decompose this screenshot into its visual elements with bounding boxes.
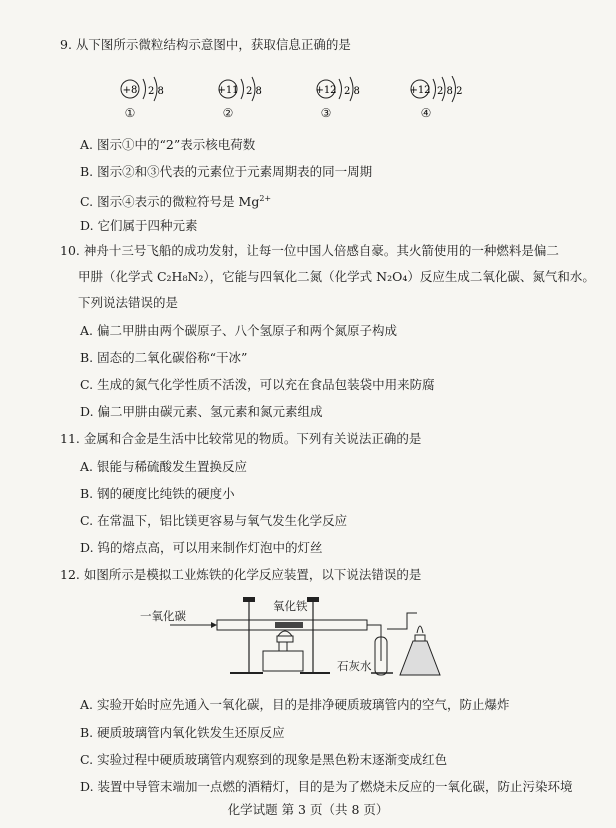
- iron-smelting-apparatus-diagram: [140, 593, 445, 688]
- svg-text:2 8 2: 2 8 2: [437, 86, 463, 97]
- svg-text:+12: +12: [315, 85, 337, 96]
- svg-text:+12: +12: [409, 85, 431, 96]
- q12-stem: 12. 如图所示是模拟工业炼铁的化学反应装置，以下说法错误的是: [60, 567, 422, 582]
- svg-text:2 8: 2 8: [148, 86, 164, 97]
- ion-charge-superscript: 2+: [259, 194, 272, 203]
- q12-option-d: D. 装置中导管末端加一点燃的酒精灯，目的是为了燃烧未反应的一氧化碳，防止污染环境: [80, 779, 573, 794]
- q9-stem: 9. 从下图所示微粒结构示意图中，获取信息正确的是: [60, 37, 351, 52]
- label-carbon-monoxide: 一氧化碳: [140, 609, 186, 623]
- svg-text:+8: +8: [122, 85, 138, 96]
- svg-text:+11: +11: [217, 85, 239, 96]
- q9-option-a: A. 图示①中的“2”表示核电荷数: [80, 137, 256, 152]
- q12-option-c: C. 实验过程中硬质玻璃管内观察到的现象是黑色粉末逐渐变成红色: [80, 752, 448, 767]
- q11-option-b: B. 钢的硬度比纯铁的硬度小: [80, 486, 235, 501]
- q9-option-c: C. 图示④表示的微粒符号是 $Mg^{2+}$: [80, 194, 272, 210]
- atom-label-4: ④: [420, 106, 432, 120]
- q12-option-a: A. 实验开始时应先通入一氧化碳，目的是排净硬质玻璃管内的空气，防止爆炸: [80, 697, 510, 712]
- q10-stem-line3: 下列说法错误的是: [78, 295, 179, 310]
- atom-diagram-1: [110, 76, 190, 128]
- svg-text:2 8: 2 8: [246, 86, 262, 97]
- q10-stem-line2: 甲肼（化学式 C₂H₈N₂），它能与四氧化二氮（化学式 N₂O₄）反应生成二氧化碳、氮气和水。: [78, 269, 595, 284]
- q12-option-b: B. 硬质玻璃管内氧化铁发生还原反应: [80, 725, 285, 740]
- q11-option-a: A. 银能与稀硫酸发生置换反应: [80, 459, 247, 474]
- q9-option-b: B. 图示②和③代表的元素位于元素周期表的同一周期: [80, 164, 373, 179]
- q11-option-c: C. 在常温下，铝比镁更容易与氧气发生化学反应: [80, 513, 348, 528]
- q10-option-a: A. 偏二甲肼由两个碳原子、八个氢原子和两个氮原子构成: [80, 323, 397, 338]
- q9-option-d: D. 它们属于四种元素: [80, 218, 198, 233]
- atom-diagram-4: [400, 76, 480, 128]
- atom-diagram-3: [306, 76, 386, 128]
- atom-label-2: ②: [222, 106, 234, 120]
- q10-option-b: B. 固态的二氧化碳俗称“干冰”: [80, 350, 248, 365]
- q10-option-d: D. 偏二甲肼由碳元素、氢元素和氮元素组成: [80, 404, 323, 419]
- q11-stem: 11. 金属和合金是生活中比较常见的物质。下列有关说法正确的是: [60, 431, 422, 446]
- atom-label-1: ①: [124, 106, 136, 120]
- atom-structure-diagrams: [110, 76, 470, 128]
- page-footer: 化学试题 第 3 页（共 8 页）: [227, 802, 389, 817]
- label-iron-oxide: 氧化铁: [273, 599, 308, 613]
- atom-diagram-2: [208, 76, 288, 128]
- q11-option-d: D. 钨的熔点高，可以用来制作灯泡中的灯丝: [80, 540, 323, 555]
- atom-label-3: ③: [320, 106, 332, 120]
- svg-text:2 8: 2 8: [344, 86, 360, 97]
- label-limewater: 石灰水: [337, 659, 372, 673]
- q10-stem-line1: 10. 神舟十三号飞船的成功发射，让每一位中国人倍感自豪。其火箭使用的一种燃料是偏二: [60, 243, 559, 258]
- q10-option-c: C. 生成的氮气化学性质不活泼，可以充在食品包装袋中用来防腐: [80, 377, 435, 392]
